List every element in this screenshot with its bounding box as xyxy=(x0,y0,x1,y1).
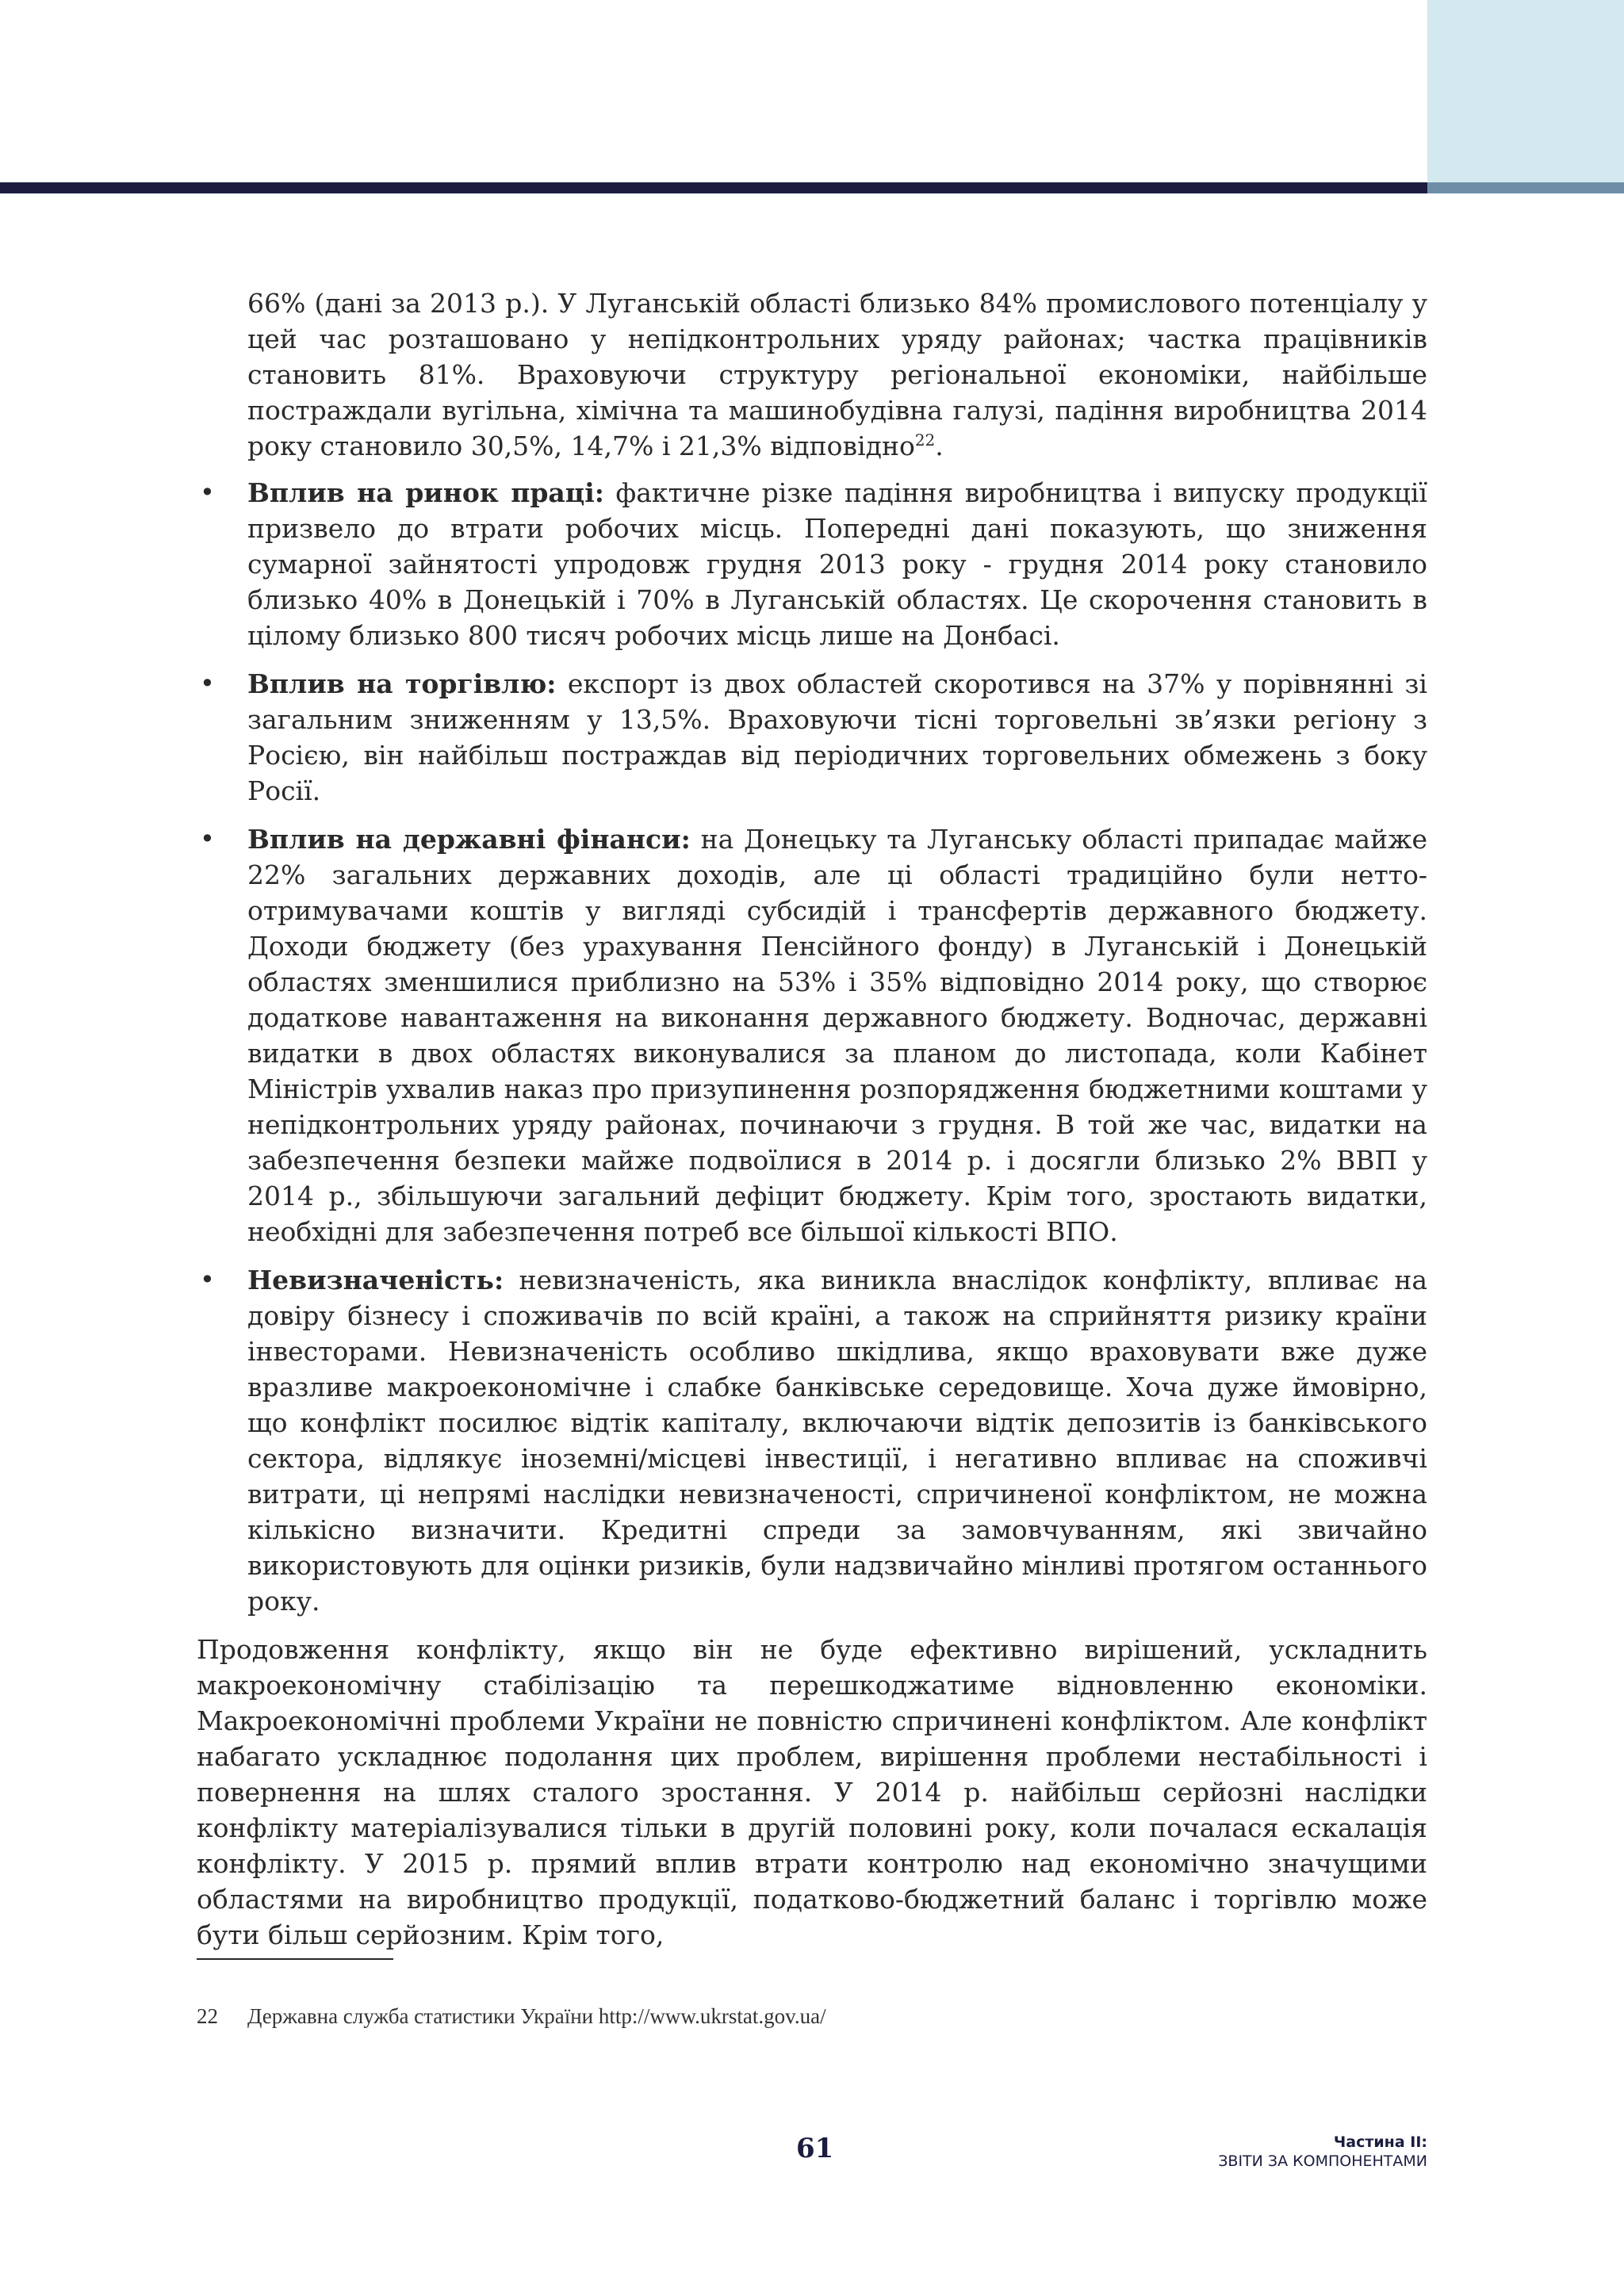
bullet-lead: Вплив на державні фінанси: xyxy=(247,824,691,855)
bullet-text: на Донецьку та Луганську області припадає майже 22% загальних державних доходів, але ці області традиційно були нетто-отримувачами коштів у вигляді субсидій і трансфертів державного бюджету. Доходи бюджету (без урахування Пенсійного фонду) в Луганській і Донецькій областях зменшилися приблизно на 53% і 35% відповідно 2014 року, що створює додаткове навантаження на виконання державного бюджету. Водночас, державні видатки в двох областях виконувалися за планом до листопада, коли Кабінет Міністрів ухвалив наказ про призупинення розпорядження бюджетними коштами у непідконтрольних уряду районах, починаючи з грудня. В той же час, видатки на забезпечення безпеки майже подвоїлися в 2014 р. і досягли близько 2% ВВП у 2014 р., збільшуючи загальний дефіцит бюджету. Крім того, зростають видатки, необхідні для забезпечення потреб все більшої кількості ВПО. xyxy=(247,824,1427,1247)
page-number: 61 xyxy=(796,2133,834,2164)
footnote-number: 22 xyxy=(197,2004,218,2028)
bullet-item xyxy=(197,666,1427,809)
bullet-item xyxy=(197,475,1427,653)
bullet-lead: Невизначеність: xyxy=(247,1265,504,1295)
section-label xyxy=(1218,2133,1427,2171)
top-paragraph-text: 66% (дані за 2013 р.). У Луганській області близько 84% промислового потенціалу у цей час розташовано у непідконтрольних уряду районах; частка працівників становить 81%. Враховуючи структуру регіональної економіки, найбільше постраждали вугільна, хімічна та машинобудівна галузі, падіння виробництва 2014 року становило 30,5%, 14,7% і 21,3% відповідно xyxy=(247,288,1427,461)
bullet-text: невизначеність, яка виникла внаслідок конфлікту, впливає на довіру бізнесу і споживачів по всій країні, а також на сприйняття ризику країни інвесторами. Невизначеність особливо шкідлива, якщо враховувати вже дуже вразливе макроекономічне і слабке банківське середовище. Хоча дуже ймовірно, що конфлікт посилює відтік капіталу, включаючи відтік депозитів із банківського сектора, відлякує іноземні/місцеві інвестиції, і негативно впливає на споживчі витрати, ці непрямі наслідки невизначеності, спричиненої конфліктом, не можна кількісно визначити. Кредитні спреди за замовчуванням, які звичайно використовують для оцінки ризиків, були надзвичайно мінливі протягом останнього року. xyxy=(247,1265,1427,1617)
bullet-lead: Вплив на торгівлю: xyxy=(247,668,557,699)
bullet-list xyxy=(197,475,1427,1619)
header-bar-accent xyxy=(1427,182,1624,193)
footnote-divider xyxy=(197,1958,393,1960)
section-name: ЗВІТИ ЗА КОМПОНЕНТАМИ xyxy=(1218,2152,1427,2170)
main-content xyxy=(197,285,1427,1953)
bullet-item xyxy=(197,821,1427,1249)
top-paragraph: 66% (дані за 2013 р.). У Луганській області близько 84% промислового потенціалу у цей час розташовано у непідконтрольних уряду районах; частка працівників становить 81%. Враховуючи структуру регіональної економіки, найбільше постраждали вугільна, хімічна та машинобудівна галузі, падіння виробництва 2014 року становило 30,5%, 14,7% і 21,3% відповідно$^{22}$. xyxy=(247,288,1427,461)
section-part: Частина II: xyxy=(1333,2133,1427,2151)
footnote xyxy=(197,2004,826,2029)
bullet-text: експорт із двох областей скоротився на 37% у порівнянні зі загальним зниженням у 13,5%. Враховуючи тісні торговельні зв’язки регіону з Росією, він найбільш постраждав від періодичних торговельних обмежень з боку Росії. xyxy=(247,668,1427,806)
header-bar xyxy=(0,182,1427,193)
bullet-lead: Вплив на ринок праці: xyxy=(247,477,604,508)
bullet-text: фактичне різке падіння виробництва і випуску продукції призвело до втрати робочих місць. Попередні дані показують, що зниження сумарної зайнятості упродовж грудня 2013 року - грудня 2014 року становило близько 40% в Донецькій і 70% в Луганській областях. Це скорочення становить в цілому близько 800 тисяч робочих місць лише на Донбасі. xyxy=(247,477,1427,651)
footnote-reference: 22 xyxy=(914,430,936,450)
closing-paragraph: Продовження конфлікту, якщо він не буде ефективно вирішений, ускладнить макроекономічну стабілізацію та перешкоджатиме відновленню економіки. Макроекономічні проблеми України не повністю спричинені конфліктом. Але конфлікт набагато ускладнює подолання цих проблем, вирішення проблеми нестабільності і повернення на шлях сталого зростання. У 2014 р. найбільш серйозні наслідки конфлікту матеріалізувалися тільки в другій половині року, коли почалася ескалація конфлікту. У 2015 р. прямий вплив втрати контролю над економічно значущими областями на виробництво продукції, податково-бюджетний баланс і торгівлю може бути більш серйозним. Крім того, xyxy=(197,1634,1427,1950)
bullet-item xyxy=(197,1262,1427,1619)
footnote-text: Державна служба статистики України http://www.ukrstat.gov.ua/ xyxy=(247,2004,826,2028)
header-corner-block xyxy=(1427,0,1624,182)
